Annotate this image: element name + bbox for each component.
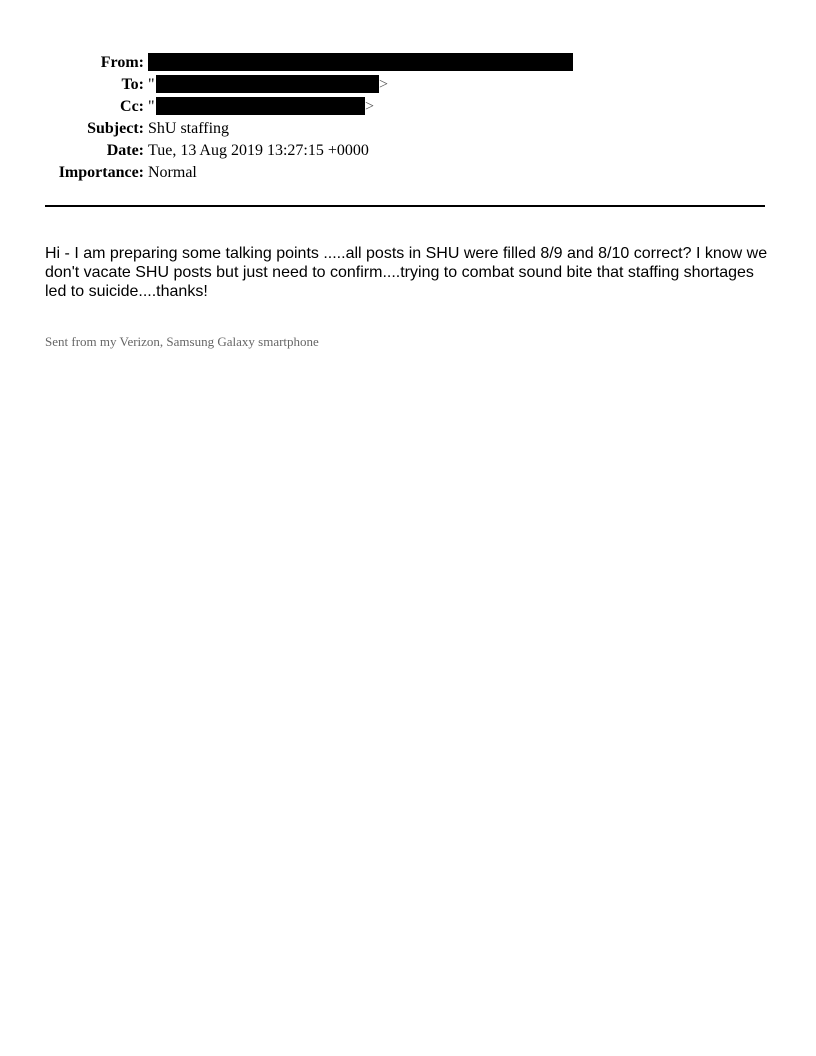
- subject-row: [0, 118, 816, 140]
- from-row: [0, 52, 816, 74]
- to-redaction: [156, 75, 379, 93]
- importance-value: Normal: [148, 164, 197, 181]
- importance-label: Importance:: [58, 164, 144, 181]
- to-label: To:: [121, 76, 144, 93]
- message-body: Hi - I am preparing some talking points .....all posts in SHU were filled 8/9 and 8/10 correct? I know we don't vacate SHU posts but just need to confirm....trying to combat sound bite that staffing shortages led to suicide....thanks!: [45, 245, 768, 300]
- date-label: Date:: [106, 142, 144, 159]
- cc-quote: ": [148, 98, 155, 115]
- importance-row: [0, 162, 816, 184]
- subject-label: Subject:: [87, 120, 144, 137]
- from-label: From:: [100, 54, 144, 71]
- cc-label: Cc:: [120, 98, 144, 115]
- cc-row: [0, 96, 816, 118]
- subject-value: ShU staffing: [148, 120, 230, 137]
- cc-angle-bracket: >: [365, 98, 375, 115]
- to-quote: ": [148, 76, 155, 93]
- date-value: Tue, 13 Aug 2019 13:27:15 +0000: [148, 142, 369, 159]
- to-angle-bracket: >: [379, 76, 389, 93]
- date-row: [0, 140, 816, 162]
- from-redaction: [148, 53, 573, 71]
- header-divider: [45, 205, 765, 207]
- message-signature: Sent from my Verizon, Samsung Galaxy smartphone: [45, 334, 319, 349]
- email-header: [0, 52, 816, 184]
- cc-redaction: [156, 97, 365, 115]
- to-row: [0, 74, 816, 96]
